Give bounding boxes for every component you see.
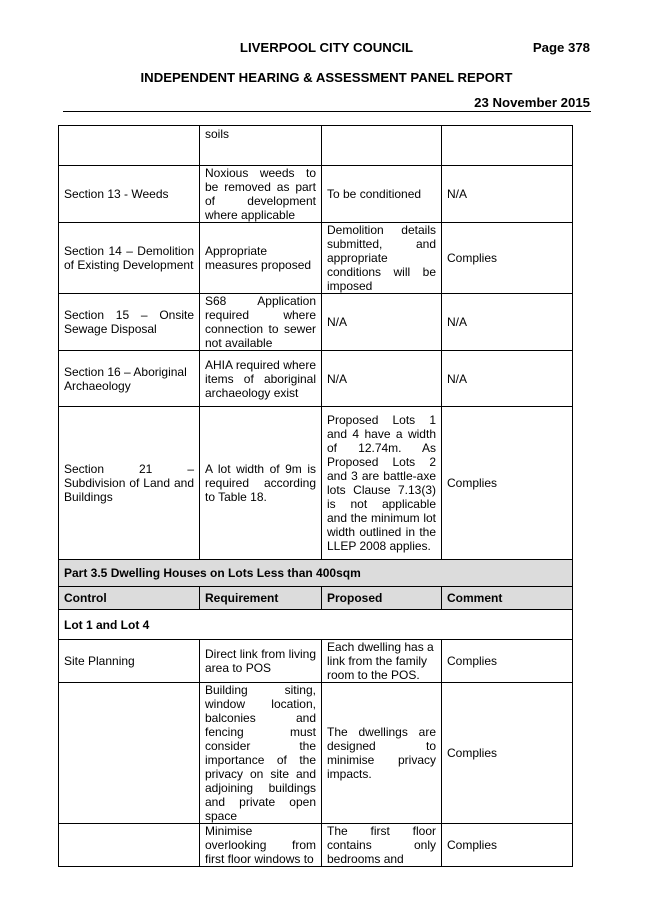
- control-cell: Section 16 – Aboriginal Archaeology: [59, 351, 200, 407]
- column-header-control: Control: [59, 587, 200, 610]
- requirement-cell: soils: [200, 126, 322, 166]
- report-date: 23 November 2015: [474, 95, 590, 110]
- page-number: Page 378: [532, 40, 590, 55]
- comment-cell: Complies: [442, 683, 573, 824]
- control-cell: Section 21 – Subdivision of Land and Buildings: [59, 407, 200, 560]
- table-row: [59, 683, 573, 824]
- requirement-cell: Building siting, window location, balconies and fencing must consider the importance of the privacy on site and adjoining buildings and private open space: [200, 683, 322, 824]
- proposed-cell: N/A: [322, 294, 442, 351]
- subheading-row: [59, 610, 573, 640]
- comment-cell: Complies: [442, 407, 573, 560]
- requirement-cell: Minimise overlooking from first floor windows to: [200, 824, 322, 867]
- council-name: LIVERPOOL CITY COUNCIL: [239, 40, 414, 55]
- requirement-cell: Direct link from living area to POS: [200, 640, 322, 683]
- assessment-table: [58, 125, 573, 867]
- control-cell: Site Planning: [59, 640, 200, 683]
- proposed-cell: [322, 126, 442, 166]
- table-row: [59, 223, 573, 294]
- control-cell: Section 14 – Demolition of Existing Development: [59, 223, 200, 294]
- table-row: [59, 640, 573, 683]
- control-cell: Section 13 - Weeds: [59, 166, 200, 223]
- report-title: INDEPENDENT HEARING & ASSESSMENT PANEL REPORT: [140, 70, 513, 85]
- control-cell: [59, 126, 200, 166]
- proposed-cell: The dwellings are designed to minimise privacy impacts.: [322, 683, 442, 824]
- part-heading-row: [59, 560, 573, 587]
- proposed-cell: Demolition details submitted, and appropriate conditions will be imposed: [322, 223, 442, 294]
- comment-cell: N/A: [442, 351, 573, 407]
- requirement-cell: Noxious weeds to be removed as part of development where applicable: [200, 166, 322, 223]
- control-cell: Section 15 – Onsite Sewage Disposal: [59, 294, 200, 351]
- requirement-cell: Appropriate measures proposed: [200, 223, 322, 294]
- requirement-cell: AHIA required where items of aboriginal archaeology exist: [200, 351, 322, 407]
- proposed-cell: Proposed Lots 1 and 4 have a width of 12.74m. As Proposed Lots 2 and 3 are battle-axe lots Clause 7.13(3) is not applicable and the minimum lot width outlined in the LLEP 2008 applies.: [322, 407, 442, 560]
- comment-cell: N/A: [442, 294, 573, 351]
- column-header-proposed: Proposed: [322, 587, 442, 610]
- part-heading: Part 3.5 Dwelling Houses on Lots Less than 400sqm: [59, 560, 573, 587]
- comment-cell: Complies: [442, 824, 573, 867]
- control-cell: [59, 824, 200, 867]
- proposed-cell: To be conditioned: [322, 166, 442, 223]
- comment-cell: N/A: [442, 166, 573, 223]
- table-row: [59, 126, 573, 166]
- proposed-cell: Each dwelling has a link from the family room to the POS.: [322, 640, 442, 683]
- column-header-row: [59, 587, 573, 610]
- requirement-cell: A lot width of 9m is required according to Table 18.: [200, 407, 322, 560]
- table-row: [59, 166, 573, 223]
- table-row: [59, 824, 573, 867]
- header-divider: [63, 111, 591, 112]
- comment-cell: Complies: [442, 223, 573, 294]
- comment-cell: Complies: [442, 640, 573, 683]
- table-row: [59, 351, 573, 407]
- requirement-cell: S68 Application required where connection to sewer not available: [200, 294, 322, 351]
- table-row: [59, 407, 573, 560]
- control-cell: [59, 683, 200, 824]
- proposed-cell: N/A: [322, 351, 442, 407]
- column-header-comment: Comment: [442, 587, 573, 610]
- proposed-cell: The first floor contains only bedrooms and: [322, 824, 442, 867]
- table-row: [59, 294, 573, 351]
- column-header-requirement: Requirement: [200, 587, 322, 610]
- subheading: Lot 1 and Lot 4: [59, 610, 573, 640]
- comment-cell: [442, 126, 573, 166]
